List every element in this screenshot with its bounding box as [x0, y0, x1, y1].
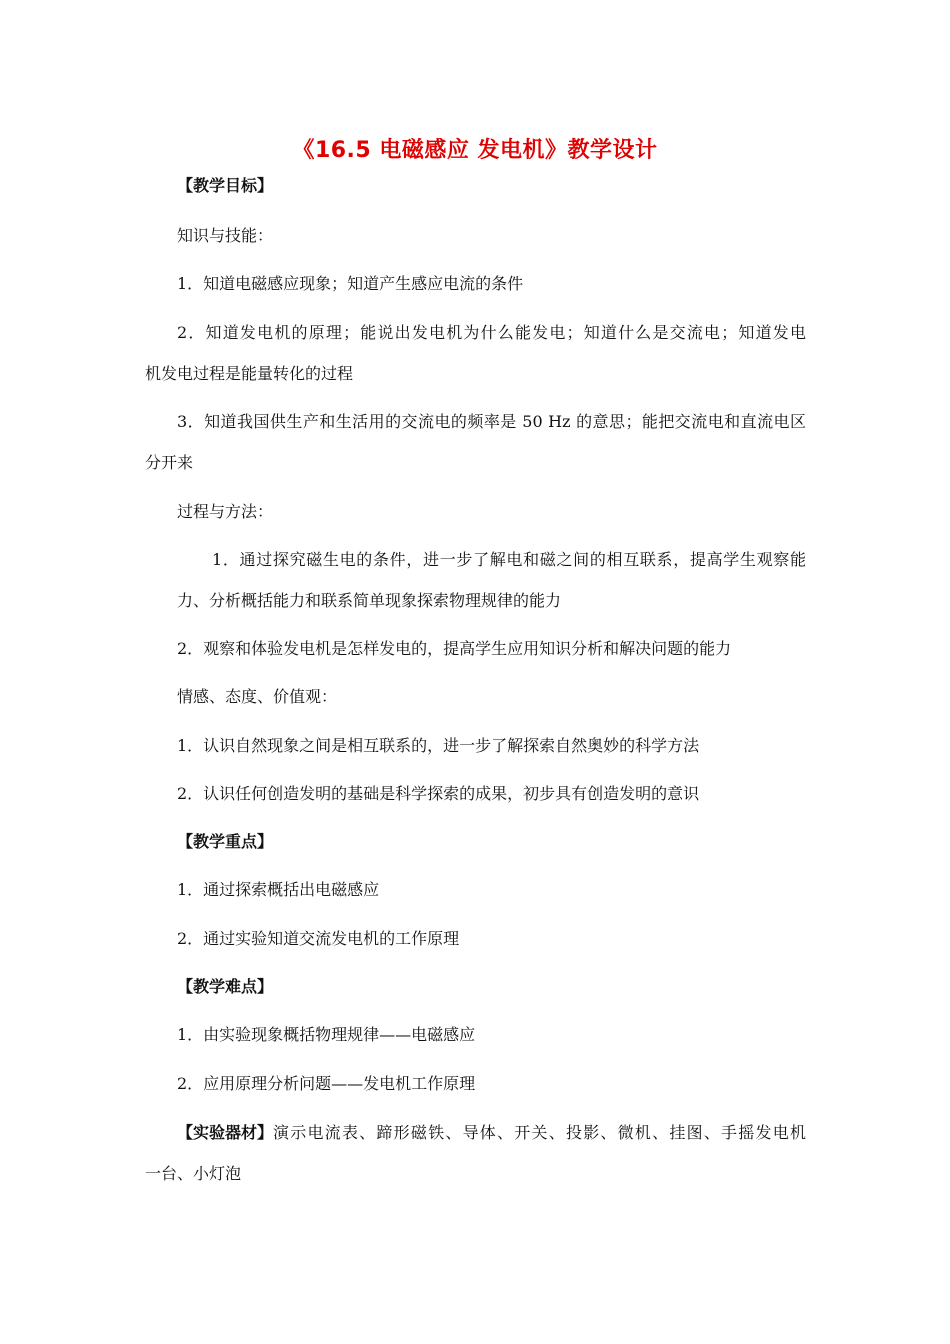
knowledge-item-2-line-2: 机发电过程是能量转化的过程: [145, 364, 354, 383]
objectives-heading: 【教学目标】: [177, 176, 274, 195]
knowledge-item-2-line-1: 2．知道发电机的原理；能说出发电机为什么能发电；知道什么是交流电；知道发电: [177, 323, 806, 342]
equipment-line-2: 一台、小灯泡: [145, 1164, 242, 1183]
difficulty-2: 2．应用原理分析问题——发电机工作原理: [177, 1074, 476, 1093]
knowledge-item-1: 1．知道电磁感应现象；知道产生感应电流的条件: [177, 274, 524, 293]
knowledge-item-3-line-2: 分开来: [145, 453, 194, 472]
process-item-2: 2．观察和体验发电机是怎样发电的，提高学生应用知识分析和解决问题的能力: [177, 639, 732, 658]
document-title: 《16.5 电磁感应 发电机》教学设计: [292, 138, 658, 163]
difficulties-heading: 【教学难点】: [177, 977, 274, 996]
process-methods-heading: 过程与方法：: [177, 502, 274, 521]
process-item-1-line-2: 力、分析概括能力和联系简单现象探索物理规律的能力: [177, 591, 562, 610]
equipment-list-part-1: 演示电流表、蹄形磁铁、导体、开关、投影、微机、挂图、手摇发电机: [273, 1123, 806, 1142]
emotion-item-2: 2．认识任何创造发明的基础是科学探索的成果，初步具有创造发明的意识: [177, 784, 700, 803]
knowledge-item-3-line-1: 3．知道我国供生产和生活用的交流电的频率是 50 Hz 的意思；能把交流电和直流电区: [177, 412, 806, 431]
equipment-line-1: [177, 1123, 806, 1143]
emotion-values-heading: 情感、态度、价值观：: [177, 687, 338, 706]
emotion-item-1: 1．认识自然现象之间是相互联系的，进一步了解探索自然奥妙的科学方法: [177, 736, 700, 755]
knowledge-skills-heading: 知识与技能：: [177, 226, 274, 245]
process-item-1-line-1: 1．通过探究磁生电的条件，进一步了解电和磁之间的相互联系，提高学生观察能: [212, 550, 806, 569]
equipment-label: 【实验器材】: [177, 1123, 274, 1142]
key-points-heading: 【教学重点】: [177, 832, 274, 851]
key-point-2: 2．通过实验知道交流发电机的工作原理: [177, 929, 460, 948]
difficulty-1: 1．由实验现象概括物理规律——电磁感应: [177, 1025, 476, 1044]
key-point-1: 1．通过探索概括出电磁感应: [177, 880, 380, 899]
